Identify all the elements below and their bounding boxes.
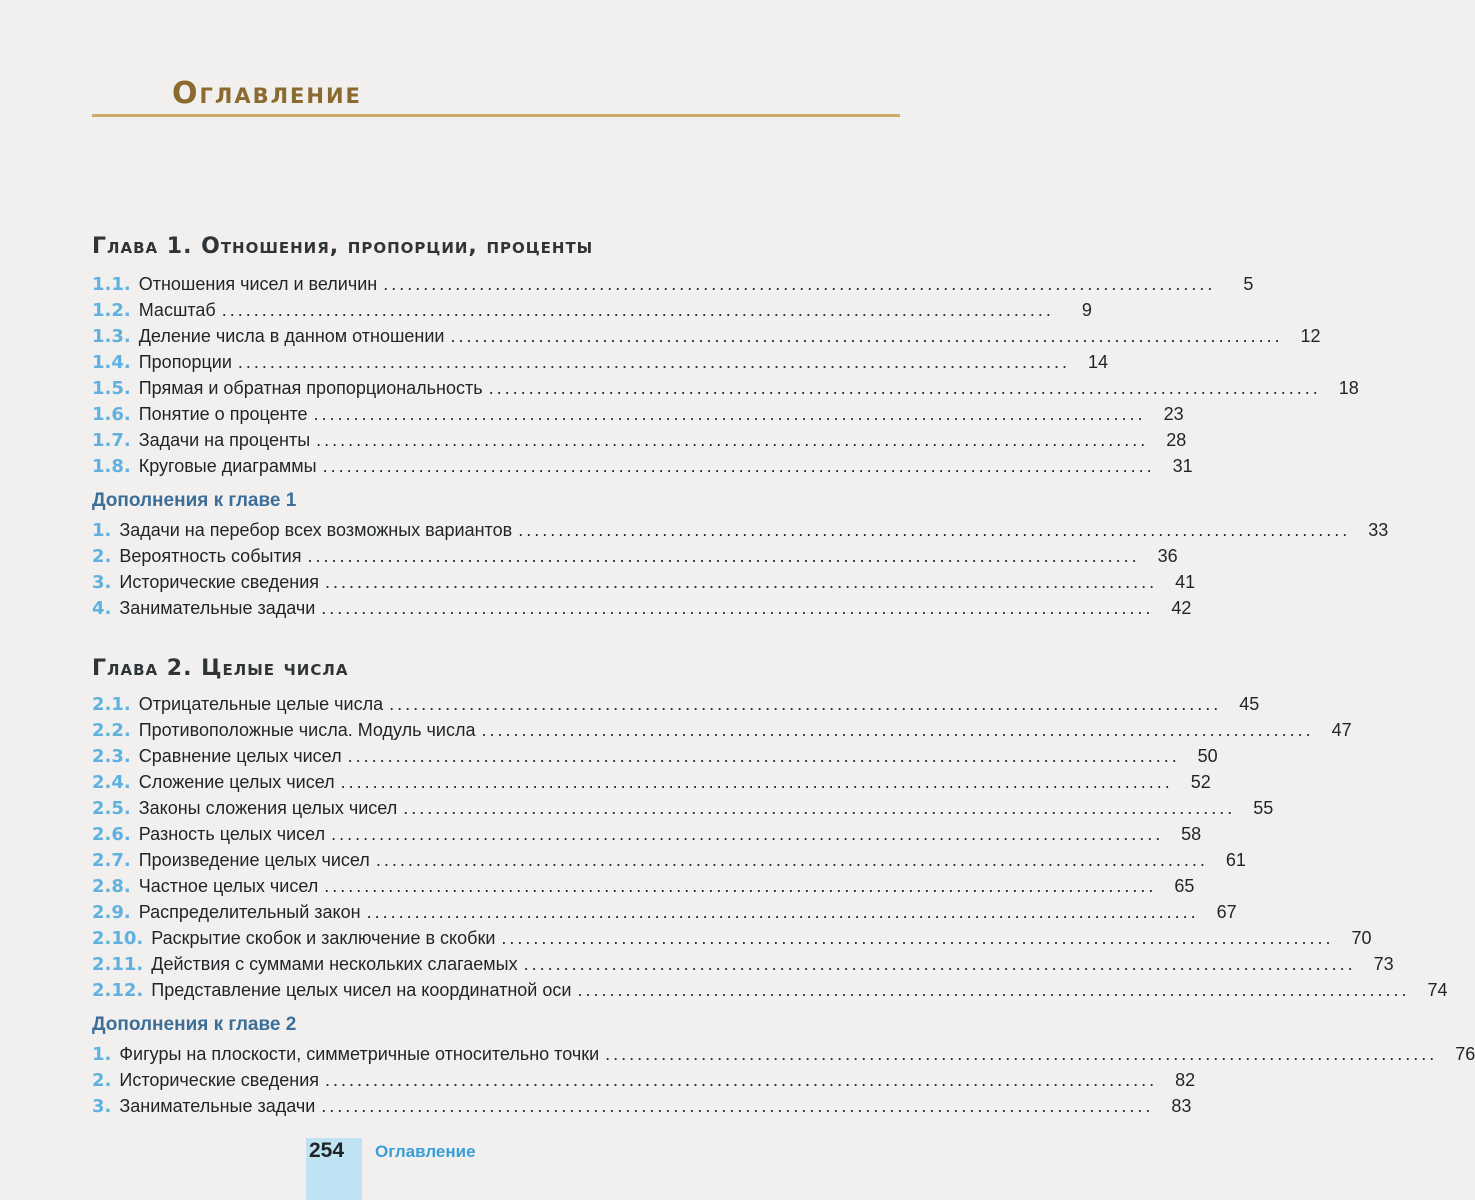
entry-number: 1.7. (92, 430, 131, 451)
entry-page-number: 41 (1175, 572, 1196, 592)
dot-leader: ........................................................................................................ (325, 1070, 1158, 1090)
entry-page-number: 42 (1171, 598, 1192, 618)
entry-page-number: 9 (1081, 300, 1092, 320)
dot-leader: ........................................................................................................ (324, 876, 1157, 896)
dot-leader: ........................................................................................................ (347, 746, 1180, 766)
entry-title: Раскрытие скобок и заключение в скобки (151, 928, 496, 948)
entry-page-number: 67 (1216, 902, 1237, 922)
footer-page-number: 254 (309, 1139, 345, 1162)
toc-entry[interactable] (92, 954, 1394, 980)
title-divider (92, 114, 900, 117)
footer-section-label: Оглавление (375, 1142, 476, 1161)
supplement-2-heading: Дополнения к главе 2 (92, 1014, 297, 1035)
dot-leader: ........................................................................................................ (375, 850, 1208, 870)
entry-number: 1.5. (92, 378, 131, 399)
dot-leader: ........................................................................................................ (313, 404, 1146, 424)
entry-page-number: 45 (1239, 694, 1260, 714)
dot-leader: ........................................................................................................ (403, 798, 1236, 818)
entry-number: 1.3. (92, 326, 131, 347)
entry-title: Исторические сведения (119, 1070, 319, 1090)
entry-number: 2. (92, 546, 112, 567)
page-title: Оглавление (172, 76, 362, 111)
entry-number: 2.10. (92, 928, 144, 949)
entry-title: Законы сложения целых чисел (138, 798, 398, 818)
entry-number: 4. (92, 598, 112, 619)
entry-number: 2.9. (92, 902, 131, 923)
entry-title: Частное целых чисел (138, 876, 319, 896)
entry-title: Распределительный закон (138, 902, 361, 922)
entry-number: 2.5. (92, 798, 131, 819)
entry-number: 3. (92, 1096, 112, 1117)
dot-leader: ........................................................................................................ (518, 520, 1351, 540)
entry-title: Отношения чисел и величин (138, 274, 378, 294)
dot-leader: ........................................................................................................ (325, 572, 1158, 592)
entry-page-number: 74 (1427, 980, 1448, 1000)
entry-page-number: 73 (1373, 954, 1394, 974)
entry-page-number: 33 (1368, 520, 1389, 540)
entry-number: 2. (92, 1070, 112, 1091)
entry-title: Деление числа в данном отношении (138, 326, 445, 346)
toc-entry[interactable] (92, 772, 1211, 798)
entry-page-number: 28 (1166, 430, 1187, 450)
toc-entry[interactable] (92, 798, 1274, 824)
toc-entry[interactable] (92, 456, 1193, 482)
entry-number: 2.2. (92, 720, 131, 741)
entry-page-number: 70 (1351, 928, 1372, 948)
entry-page-number: 18 (1338, 378, 1359, 398)
toc-entry[interactable] (92, 928, 1372, 954)
entry-title: Представление целых чисел на координатной оси (151, 980, 572, 1000)
dot-leader: ........................................................................................................ (450, 326, 1283, 346)
dot-leader: ........................................................................................................ (321, 598, 1154, 618)
entry-number: 2.12. (92, 980, 144, 1001)
dot-leader: ........................................................................................................ (577, 980, 1410, 1000)
dot-leader: ........................................................................................................ (488, 378, 1321, 398)
entry-title: Прямая и обратная пропорциональность (138, 378, 483, 398)
toc-entry[interactable] (92, 694, 1260, 720)
entry-number: 2.6. (92, 824, 131, 845)
dot-leader: ........................................................................................................ (221, 300, 1054, 320)
entry-title: Противоположные числа. Модуль числа (138, 720, 476, 740)
entry-page-number: 55 (1253, 798, 1274, 818)
dot-leader: ........................................................................................................ (237, 352, 1070, 372)
entry-page-number: 58 (1181, 824, 1202, 844)
entry-title: Задачи на перебор всех возможных вариантов (119, 520, 513, 540)
entry-number: 2.8. (92, 876, 131, 897)
entry-page-number: 47 (1331, 720, 1352, 740)
dot-leader: ........................................................................................................ (523, 954, 1356, 974)
entry-page-number: 36 (1157, 546, 1178, 566)
entry-number: 2.11. (92, 954, 144, 975)
entry-title: Занимательные задачи (119, 598, 316, 618)
entry-number: 1.4. (92, 352, 131, 373)
entry-number: 2.7. (92, 850, 131, 871)
entry-page-number: 23 (1163, 404, 1184, 424)
toc-entry[interactable] (92, 274, 1254, 300)
entry-page-number: 5 (1243, 274, 1254, 294)
entry-number: 1.8. (92, 456, 131, 477)
toc-entry[interactable] (92, 1096, 1192, 1122)
entry-page-number: 76 (1455, 1044, 1475, 1064)
toc-entry[interactable] (92, 352, 1108, 378)
entry-title: Вероятность события (119, 546, 302, 566)
entry-page-number: 82 (1175, 1070, 1196, 1090)
entry-title: Задачи на проценты (138, 430, 311, 450)
entry-number: 2.1. (92, 694, 131, 715)
dot-leader: ........................................................................................................ (383, 274, 1216, 294)
toc-entry[interactable] (92, 300, 1092, 326)
entry-title: Сравнение целых чисел (138, 746, 342, 766)
dot-leader: ........................................................................................................ (605, 1044, 1438, 1064)
chapter-2-heading: Глава 2. Целые числа (92, 656, 349, 681)
entry-page-number: 61 (1225, 850, 1246, 870)
entry-page-number: 50 (1197, 746, 1218, 766)
dot-leader: ........................................................................................................ (340, 772, 1173, 792)
entry-number: 2.4. (92, 772, 131, 793)
entry-title: Действия с суммами нескольких слагаемых (151, 954, 518, 974)
dot-leader: ........................................................................................................ (389, 694, 1222, 714)
entry-page-number: 12 (1300, 326, 1321, 346)
toc-entry[interactable] (92, 850, 1246, 876)
toc-entry[interactable] (92, 980, 1448, 1006)
entry-number: 3. (92, 572, 112, 593)
entry-title: Круговые диаграммы (138, 456, 317, 476)
entry-title: Произведение целых чисел (138, 850, 370, 870)
toc-entry[interactable] (92, 902, 1237, 928)
entry-title: Исторические сведения (119, 572, 319, 592)
entry-title: Пропорции (138, 352, 232, 372)
toc-entry[interactable] (92, 572, 1196, 598)
entry-page-number: 31 (1172, 456, 1193, 476)
toc-entry[interactable] (92, 430, 1187, 456)
dot-leader: ........................................................................................................ (501, 928, 1334, 948)
entry-number: 2.3. (92, 746, 131, 767)
toc-entry[interactable] (92, 404, 1184, 430)
supplement-1-heading: Дополнения к главе 1 (92, 490, 297, 511)
entry-title: Разность целых чисел (138, 824, 326, 844)
toc-entry[interactable] (92, 1070, 1196, 1096)
dot-leader: ........................................................................................................ (331, 824, 1164, 844)
toc-entry[interactable] (92, 378, 1359, 404)
toc-entry[interactable] (92, 598, 1192, 624)
entry-title: Фигуры на плоскости, симметричные относительно точки (119, 1044, 600, 1064)
entry-title: Масштаб (138, 300, 216, 320)
chapter-1-heading: Глава 1. Отношения, пропорции, проценты (92, 234, 594, 259)
dot-leader: ........................................................................................................ (307, 546, 1140, 566)
toc-entry[interactable] (92, 520, 1389, 546)
entry-page-number: 14 (1087, 352, 1108, 372)
entry-number: 1. (92, 1044, 112, 1065)
toc-entry[interactable] (92, 1044, 1475, 1070)
toc-entry[interactable] (92, 746, 1218, 772)
entry-page-number: 83 (1171, 1096, 1192, 1116)
entry-number: 1.2. (92, 300, 131, 321)
entry-title: Отрицательные целые числа (138, 694, 384, 714)
entry-title: Понятие о проценте (138, 404, 308, 424)
toc-entry[interactable] (92, 546, 1178, 572)
dot-leader: ........................................................................................................ (322, 456, 1155, 476)
dot-leader: ........................................................................................................ (321, 1096, 1154, 1116)
entry-title: Занимательные задачи (119, 1096, 316, 1116)
dot-leader: ........................................................................................................ (316, 430, 1149, 450)
dot-leader: ........................................................................................................ (481, 720, 1314, 740)
entry-number: 1.6. (92, 404, 131, 425)
toc-entry[interactable] (92, 326, 1321, 352)
entry-number: 1.1. (92, 274, 131, 295)
entry-page-number: 52 (1190, 772, 1211, 792)
toc-entry[interactable] (92, 720, 1352, 746)
entry-number: 1. (92, 520, 112, 541)
entry-page-number: 65 (1174, 876, 1195, 896)
dot-leader: ........................................................................................................ (366, 902, 1199, 922)
entry-title: Сложение целых чисел (138, 772, 335, 792)
toc-entry[interactable] (92, 876, 1195, 902)
toc-entry[interactable] (92, 824, 1202, 850)
